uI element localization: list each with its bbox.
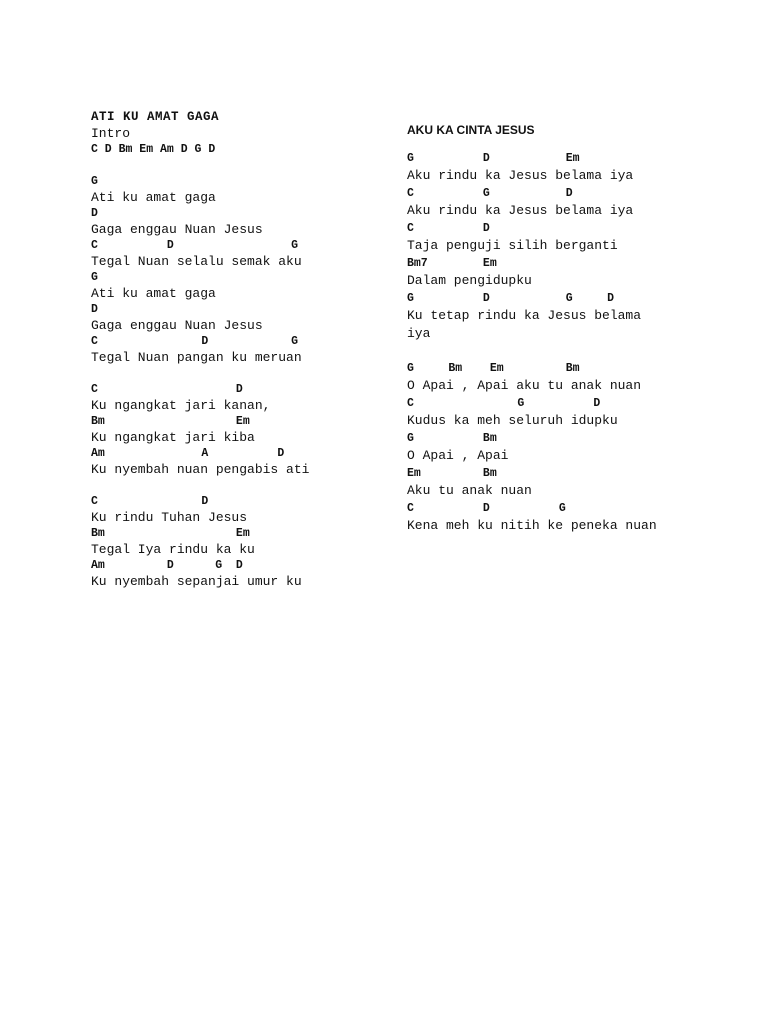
lyric-line: O Apai , Apai aku tu anak nuan xyxy=(407,378,642,393)
lyric-line: Tegal Nuan pangan ku meruan xyxy=(91,350,302,365)
lyric-line: O Apai , Apai xyxy=(407,448,509,463)
chord-line: C D G xyxy=(407,502,566,515)
lyric-line: Ati ku amat gaga xyxy=(91,286,216,301)
chord-line: C G D xyxy=(407,187,573,200)
lyric-line: Aku rindu ka Jesus belama iya xyxy=(407,168,634,183)
lyric-line: Gaga enggau Nuan Jesus xyxy=(91,318,263,333)
lyric-line: Ku rindu Tuhan Jesus xyxy=(91,510,248,525)
lyric-line: Ati ku amat gaga xyxy=(91,190,216,205)
chord-line: G D G D xyxy=(407,292,615,305)
lyric-line: Aku rindu ka Jesus belama iya xyxy=(407,203,634,218)
lyric-line: Kena meh ku nitih ke peneka nuan xyxy=(407,518,657,533)
chord-line: Am A D xyxy=(91,447,285,460)
song-title: ATI KU AMAT GAGA xyxy=(91,110,220,124)
lyric-line: Aku tu anak nuan xyxy=(407,483,532,498)
chord-line: D xyxy=(91,303,98,316)
chord-line: C D G xyxy=(91,239,299,252)
lyric-line: Ku ngangkat jari kiba xyxy=(91,430,255,445)
left-song xyxy=(91,109,391,590)
chord-line: C D xyxy=(91,495,209,508)
stanza xyxy=(91,174,391,366)
lyric-line: Gaga enggau Nuan Jesus xyxy=(91,222,263,237)
chord-line: G xyxy=(91,175,98,188)
chord-line: C D G xyxy=(91,335,299,348)
chord-line: D xyxy=(91,207,98,220)
right-song xyxy=(407,122,707,535)
stanza xyxy=(407,360,707,535)
chord-line: C G D xyxy=(407,397,601,410)
stanza xyxy=(91,494,391,590)
song-title: AKU KA CINTA JESUS xyxy=(407,123,535,137)
chord-line: C D xyxy=(407,222,490,235)
stanza-gap xyxy=(91,478,391,494)
chord-line: C D xyxy=(91,383,243,396)
chord-line: Bm Em xyxy=(91,527,250,540)
lyric-line: Kudus ka meh seluruh idupku xyxy=(407,413,618,428)
chord-line: G Bm Em Bm xyxy=(407,362,580,375)
lyric-line: Ku ngangkat jari kanan, xyxy=(91,398,271,413)
chord-line: Am D G D xyxy=(91,559,243,572)
chord-line: G D Em xyxy=(407,152,580,165)
chord-line: G xyxy=(91,271,98,284)
stanza-gap xyxy=(407,343,707,360)
lyric-line: Tegal Nuan selalu semak aku xyxy=(91,254,302,269)
lyric-line: Tegal Iya rindu ka ku xyxy=(91,542,255,557)
chord-line: Em Bm xyxy=(407,467,497,480)
stanza-gap xyxy=(91,158,391,174)
lyric-line: Ku nyembah sepanjai umur ku xyxy=(91,574,302,589)
lyric-line-wrapped: Ku tetap rindu ka Jesus belama iya xyxy=(407,308,642,341)
chord-line: Bm Em xyxy=(91,415,250,428)
stanza-gap xyxy=(91,366,391,382)
intro-label: Intro xyxy=(91,126,131,141)
stanza xyxy=(91,382,391,478)
lyric-line: Dalam pengidupku xyxy=(407,273,532,288)
lyric-line: Ku nyembah nuan pengabis ati xyxy=(91,462,310,477)
chord-line: G Bm xyxy=(407,432,497,445)
stanza xyxy=(407,150,707,343)
chord-line: Bm7 Em xyxy=(407,257,497,270)
intro-chords: C D Bm Em Am D G D xyxy=(91,143,216,156)
lyric-line: Taja penguji silih berganti xyxy=(407,238,618,253)
